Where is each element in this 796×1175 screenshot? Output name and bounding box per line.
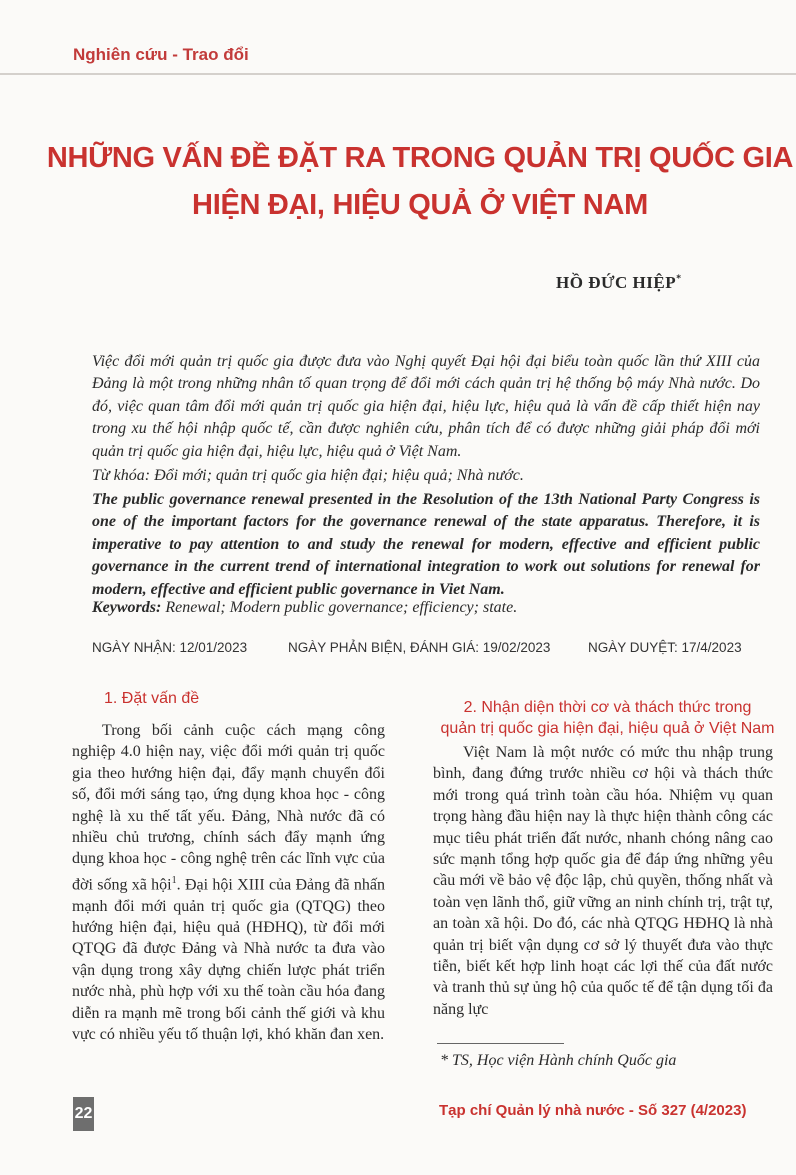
section-2-heading-line-1: 2. Nhận diện thời cơ và thách thức trong (463, 699, 752, 716)
keywords-vi-label: Từ khóa: (92, 467, 151, 484)
section-2-heading (435, 697, 780, 739)
keywords-vi-value: Đổi mới; quản trị quốc gia hiện đại; hiệu quả; Nhà nước. (154, 467, 524, 484)
keywords-en-label: Keywords: (92, 599, 162, 616)
keywords-en-value: Renewal; Modern public governance; efficiency; state. (165, 599, 518, 616)
footnote-divider (437, 1043, 564, 1044)
author-name (556, 273, 682, 293)
article-title-line-1: NHỮNG VẤN ĐỀ ĐẶT RA TRONG QUẢN TRỊ QUỐC GIA (46, 142, 794, 174)
journal-citation: Tạp chí Quản lý nhà nước - Số 327 (4/2023) (439, 1102, 747, 1119)
article-title-line-2: HIỆN ĐẠI, HIỆU QUẢ Ở VIỆT NAM (192, 189, 648, 221)
date-reviewed: NGÀY PHẢN BIỆN, ĐÁNH GIÁ: 19/02/2023 (288, 640, 551, 655)
section-2-body: Việt Nam là một nước có mức thu nhập trung bình, đang đứng trước nhiều cơ hội và thách thức mới trong quá trình toàn cầu hóa. Nhiệm vụ quan trọng hàng đầu hiện nay là thực hiện thành công các mục tiêu phát triển đất nước, nhanh chóng nâng cao sức mạnh tổng hợp quốc gia để đáp ứng những yêu cầu mới về bảo vệ độc lập, chủ quyền, thống nhất và toàn vẹn lãnh thổ, giữ vững an ninh chính trị, trật tự, an toàn xã hội. Do đó, các nhà QTQG HĐHQ là nhà quản trị biết vận dụng cơ sở lý thuyết đưa vào thực tiễn, biết kết hợp linh hoạt các lợi thế của đất nước và tranh thủ sự ủng hộ của quốc tế để tận dụng tối đa năng lực (433, 744, 773, 1018)
page-number: 22 (73, 1097, 94, 1131)
date-received: NGÀY NHẬN: 12/01/2023 (92, 640, 248, 655)
section-1-text-a: Trong bối cảnh cuộc cách mạng công nghiệp 4.0 hiện nay, việc đổi mới quản trị quốc gia theo hướng hiện đại, đẩy mạnh chuyển đổi số, đổi mới sáng tạo, ứng dụng khoa học - công nghệ là xu thế tất yếu. Đảng, Nhà nước đã có nhiều chủ trương, chính sách đẩy mạnh ứng dụng khoa học - công nghệ trên các lĩnh vực của đời sống xã hội (72, 722, 385, 894)
date-approved: NGÀY DUYỆT: 17/4/2023 (588, 640, 742, 655)
section-1-heading: 1. Đặt vấn đề (104, 690, 200, 707)
abstract-english: The public governance renewal presented in the Resolution of the 13th National Party Congress is one of the important factors for the governance renewal of the state apparatus. Therefore, it is imperative to pay attention to and study the renewal for modern, effective and efficient public governance in the current trend of international integration to work out solutions for renewal for modern, effective and efficient public governance in Viet Nam. (92, 491, 760, 598)
author-footnote-mark: * (676, 273, 682, 285)
author-footnote: * TS, Học viện Hành chính Quốc gia (440, 1052, 677, 1069)
section-1-body (72, 720, 385, 1045)
keywords-vietnamese (92, 465, 760, 487)
section-2-heading-line-2: quản trị quốc gia hiện đại, hiệu quả ở Việt Nam (440, 720, 775, 737)
keywords-english (92, 597, 760, 619)
reference-mark: 1 (171, 874, 177, 886)
author-text: HỒ ĐỨC HIỆP (556, 273, 677, 292)
section-label: Nghiên cứu - Trao đổi (73, 45, 249, 64)
abstract-vietnamese: Việc đổi mới quản trị quốc gia được đưa vào Nghị quyết Đại hội đại biểu toàn quốc lần thứ XIII của Đảng là một trong những nhân tố quan trọng để đổi mới cách quản trị hệ thống bộ máy Nhà nước. Do đó, việc quan tâm đổi mới quản trị quốc gia hiện đại, hiệu lực, hiệu quả là vấn đề cấp thiết hiện nay trong xu thế hội nhập quốc tế, cần được nghiên cứu, phân tích để có được những giải pháp đổi mới quản trị quốc gia hiện đại, hiệu lực, hiệu quả ở Việt Nam. (92, 353, 760, 460)
header-divider (0, 73, 796, 75)
section-1-text-b: . Đại hội XIII của Đảng đã nhấn mạnh đổi mới quản trị quốc gia (QTQG) theo hướng hiện đại, hiệu quả (HĐHQ), từ đổi mới QTQG đã được Đảng và Nhà nước ta đưa vào vận dụng trong xây dựng chiến lược phát triển nước nhà, phù hợp với xu thế toàn cầu hóa đang diễn ra mạnh mẽ trong bối cảnh thế giới và khu vực có nhiều yếu tố thuận lợi, khó khăn đan xen. (72, 876, 385, 1044)
